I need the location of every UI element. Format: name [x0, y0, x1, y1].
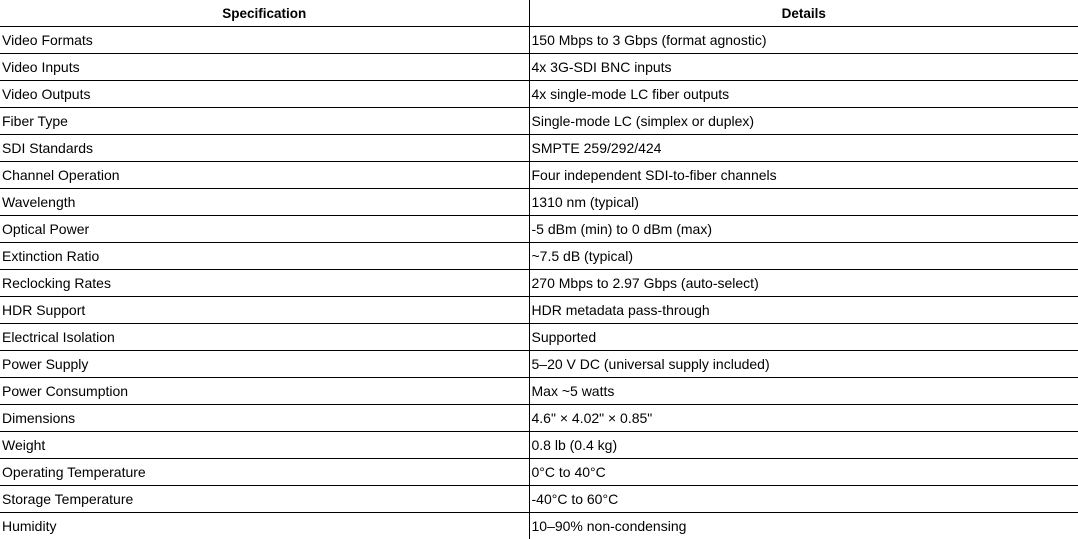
spec-name-cell: HDR Support — [0, 297, 529, 324]
spec-name-cell: SDI Standards — [0, 135, 529, 162]
spec-name-cell: Operating Temperature — [0, 459, 529, 486]
table-row — [0, 135, 1078, 162]
table-row — [0, 81, 1078, 108]
table-row — [0, 162, 1078, 189]
spec-name-cell: Video Formats — [0, 27, 529, 54]
table-row — [0, 108, 1078, 135]
spec-name-cell: Reclocking Rates — [0, 270, 529, 297]
spec-value-cell: 0°C to 40°C — [529, 459, 1078, 486]
spec-value-cell: 10–90% non-condensing — [529, 513, 1078, 539]
table-row — [0, 216, 1078, 243]
table-header — [0, 0, 1078, 27]
spec-name-cell: Power Consumption — [0, 378, 529, 405]
table-row — [0, 297, 1078, 324]
spec-value-cell: 4x single-mode LC fiber outputs — [529, 81, 1078, 108]
spec-value-cell: 270 Mbps to 2.97 Gbps (auto-select) — [529, 270, 1078, 297]
spec-value-cell: -5 dBm (min) to 0 dBm (max) — [529, 216, 1078, 243]
spec-value-cell: 150 Mbps to 3 Gbps (format agnostic) — [529, 27, 1078, 54]
header-specification: Specification — [0, 0, 529, 27]
table-row — [0, 324, 1078, 351]
spec-name-cell: Weight — [0, 432, 529, 459]
table-body — [0, 27, 1078, 539]
table-row — [0, 513, 1078, 539]
table-row — [0, 27, 1078, 54]
table-row — [0, 243, 1078, 270]
spec-value-cell: 0.8 lb (0.4 kg) — [529, 432, 1078, 459]
spec-name-cell: Dimensions — [0, 405, 529, 432]
spec-value-cell: 4x 3G-SDI BNC inputs — [529, 54, 1078, 81]
spec-value-cell: Four independent SDI-to-fiber channels — [529, 162, 1078, 189]
spec-name-cell: Video Outputs — [0, 81, 529, 108]
spec-value-cell: Supported — [529, 324, 1078, 351]
table-row — [0, 486, 1078, 513]
table-row — [0, 432, 1078, 459]
spec-name-cell: Power Supply — [0, 351, 529, 378]
table-row — [0, 378, 1078, 405]
spec-value-cell: SMPTE 259/292/424 — [529, 135, 1078, 162]
spec-value-cell: -40°C to 60°C — [529, 486, 1078, 513]
spec-name-cell: Wavelength — [0, 189, 529, 216]
spec-value-cell: 1310 nm (typical) — [529, 189, 1078, 216]
header-details: Details — [529, 0, 1078, 27]
spec-name-cell: Storage Temperature — [0, 486, 529, 513]
table-row — [0, 54, 1078, 81]
spec-value-cell: Single-mode LC (simplex or duplex) — [529, 108, 1078, 135]
spec-name-cell: Fiber Type — [0, 108, 529, 135]
spec-name-cell: Optical Power — [0, 216, 529, 243]
spec-name-cell: Video Inputs — [0, 54, 529, 81]
spec-name-cell: Electrical Isolation — [0, 324, 529, 351]
header-row — [0, 0, 1078, 27]
spec-name-cell: Humidity — [0, 513, 529, 539]
spec-value-cell: HDR metadata pass-through — [529, 297, 1078, 324]
spec-value-cell: 4.6" × 4.02" × 0.85" — [529, 405, 1078, 432]
table-row — [0, 405, 1078, 432]
table-row — [0, 459, 1078, 486]
spec-name-cell: Extinction Ratio — [0, 243, 529, 270]
table-row — [0, 351, 1078, 378]
spec-value-cell: 5–20 V DC (universal supply included) — [529, 351, 1078, 378]
spec-value-cell: ~7.5 dB (typical) — [529, 243, 1078, 270]
spec-name-cell: Channel Operation — [0, 162, 529, 189]
spec-value-cell: Max ~5 watts — [529, 378, 1078, 405]
table-row — [0, 270, 1078, 297]
table-row — [0, 189, 1078, 216]
